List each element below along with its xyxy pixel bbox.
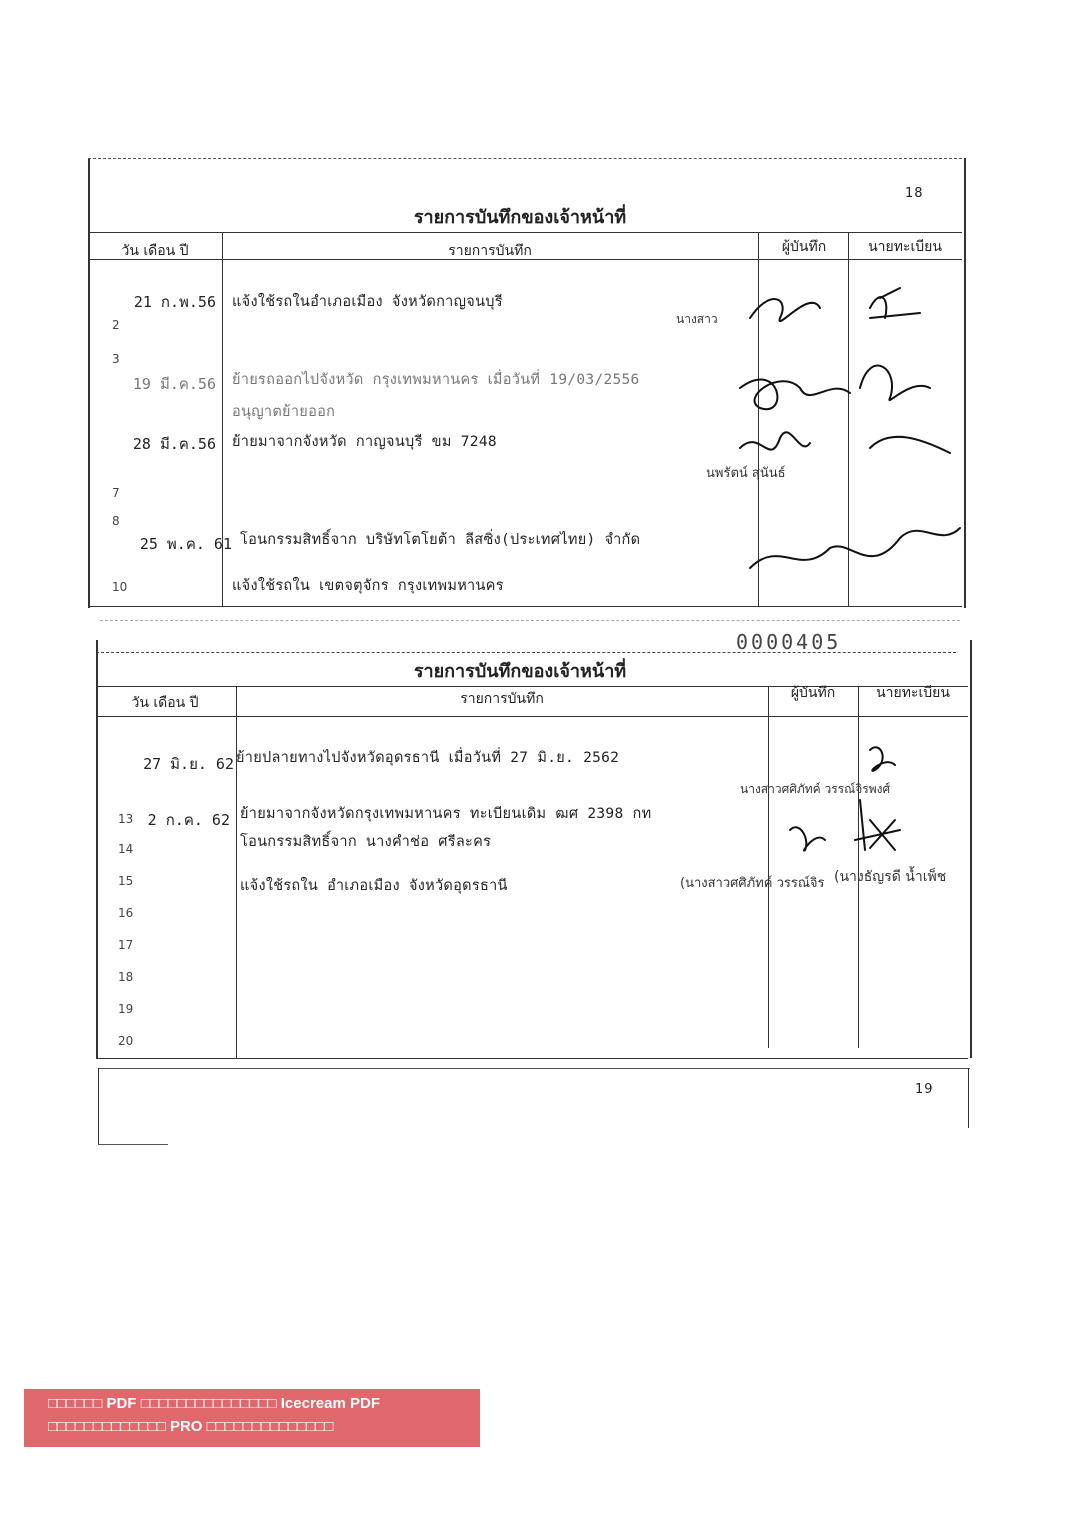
- top-edge: [88, 158, 962, 159]
- page-title-bottom: รายการบันทึกของเจ้าหน้าที่: [413, 661, 627, 681]
- entry-date: 28 มี.ค.56: [132, 435, 216, 453]
- row-mark: 2: [112, 318, 120, 332]
- row-mark: 17: [118, 938, 134, 952]
- page-number-bottom: 19: [915, 1082, 934, 1097]
- handwritten-signatures-top: [720, 278, 970, 608]
- entry-date: 19 มี.ค.56: [132, 375, 216, 393]
- row-mark: 20: [118, 1034, 134, 1048]
- table-bottom-line: [96, 1058, 968, 1059]
- col-header-recorder: ผู้บันทึก: [790, 685, 836, 701]
- stray-number: 0000405: [736, 630, 842, 654]
- row-mark: 18: [118, 970, 134, 984]
- footer-line: [98, 1068, 970, 1069]
- watermark-banner: [24, 1389, 480, 1447]
- col-header-record: รายการบันทึก: [460, 691, 544, 707]
- row-mark: 7: [112, 486, 120, 500]
- registrar-name: (นางธัญรดี น้ำเพ็ช: [834, 869, 947, 885]
- entry-line: ย้ายปลายทางไปจังหวัดอุดรธานี เมื่อวันที่ 27 มิ.ย. 2562: [236, 750, 620, 766]
- col-header-recorder: ผู้บันทึก: [781, 239, 827, 255]
- recorder-name: นางสาวศศิภัทค์ วรรณ์จิรพงศ์: [740, 782, 891, 796]
- col-divider-2: [768, 686, 769, 1048]
- footer-right-edge: [968, 1068, 969, 1128]
- footer-left-edge: [98, 1068, 99, 1144]
- page-number-top: 18: [905, 186, 924, 201]
- row-mark: 13: [118, 812, 134, 826]
- entry-line: ย้ายรถออกไปจังหวัด กรุงเทพมหานคร เมื่อวันที่ 19/03/2556: [232, 372, 640, 388]
- header-bottom-line: [88, 259, 962, 260]
- col-header-date: วัน เดือน ปี: [131, 695, 199, 711]
- entry-date: 2 ก.ค. 62: [147, 811, 230, 829]
- entry-line: โอนกรรมสิทธิ์จาก บริษัทโตโยต้า ลีสซิ่ง(ประเทศไทย) จำกัด: [240, 532, 641, 548]
- entry-line: แจ้งใช้รถในอำเภอเมือง จังหวัดกาญจนบุรี: [232, 294, 503, 310]
- entry-date: 25 พ.ค. 61: [139, 535, 232, 553]
- col-header-registrar: นายทะเบียน: [868, 239, 942, 255]
- row-mark: 10: [112, 580, 128, 594]
- scan-noise: [100, 620, 960, 621]
- header-bottom-line: [96, 716, 968, 717]
- entry-line: ย้ายมาจากจังหวัดกรุงเทพมหานคร ทะเบียนเดิม ฒศ 2398 กท: [240, 806, 652, 822]
- entry-line: โอนกรรมสิทธิ์จาก นางคำช่อ ศรีละคร: [240, 834, 492, 850]
- row-mark: 16: [118, 906, 134, 920]
- row-mark: 15: [118, 874, 134, 888]
- entry-date: 21 ก.พ.56: [133, 293, 216, 311]
- row-mark: 14: [118, 842, 134, 856]
- watermark-line-1: □□□□□□ PDF □□□□□□□□□□□□□□□ Icecream PDF: [48, 1395, 380, 1412]
- handwritten-signatures-bottom: [770, 740, 970, 880]
- entry-line: แจ้งใช้รถใน เขตจตุจักร กรุงเทพมหานคร: [232, 578, 504, 594]
- recorder-name: นพรัตน์ สุนันธ์: [706, 466, 786, 481]
- row-mark: 19: [118, 1002, 134, 1016]
- recorder-name: นางสาว: [676, 312, 718, 326]
- col-header-record: รายการบันทึก: [448, 243, 532, 259]
- page-title-top: รายการบันทึกของเจ้าหน้าที่: [413, 207, 627, 227]
- row-mark: 8: [112, 514, 120, 528]
- row-mark: 3: [112, 352, 120, 366]
- header-top-line: [88, 232, 962, 233]
- footer-bottom-edge: [98, 1144, 168, 1145]
- col-header-registrar: นายทะเบียน: [876, 685, 950, 701]
- entry-line: แจ้งใช้รถใน อำเภอเมือง จังหวัดอุดรธานี: [240, 878, 508, 894]
- entry-line: ย้ายมาจากจังหวัด กาญจนบุรี ขม 7248: [232, 434, 497, 450]
- col-divider-1: [236, 686, 237, 1058]
- entry-line: อนุญาตย้ายออก: [232, 404, 336, 420]
- watermark-line-2: □□□□□□□□□□□□□ PRO □□□□□□□□□□□□□□: [48, 1418, 334, 1435]
- entry-date: 27 มิ.ย. 62: [143, 755, 234, 773]
- recorder-name: (นางสาวศศิภัทค์ วรรณ์จิร: [680, 876, 825, 891]
- col-header-date: วัน เดือน ปี: [121, 243, 189, 259]
